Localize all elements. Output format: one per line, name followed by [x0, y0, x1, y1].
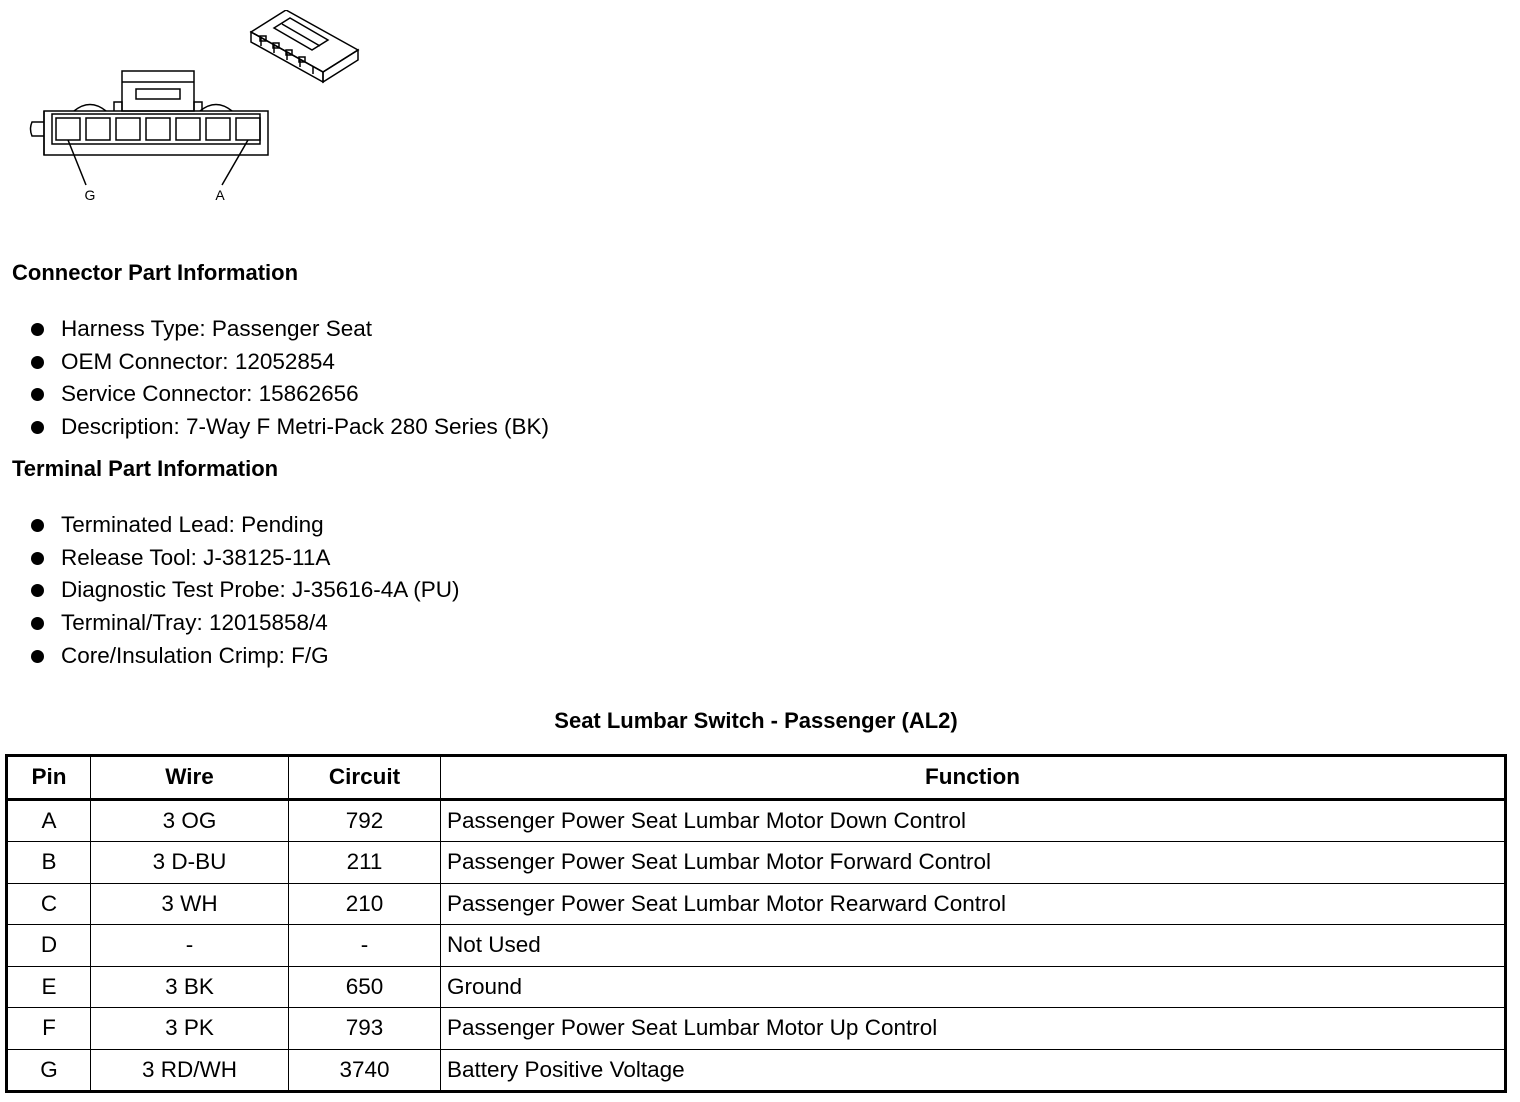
table-row	[7, 883, 1506, 925]
list-item	[28, 378, 549, 411]
bullet-icon	[31, 519, 44, 532]
table-row	[7, 966, 1506, 1008]
bullet-icon	[31, 650, 44, 663]
column-header-circuit: Circuit	[289, 756, 441, 800]
pin-cell: E	[7, 966, 91, 1008]
terminal-part-info-list	[28, 509, 460, 672]
list-item-text: Service Connector: 15862656	[61, 381, 359, 407]
terminal-part-info-heading: Terminal Part Information	[12, 456, 279, 481]
table-header-row	[7, 756, 1506, 800]
function-cell: Passenger Power Seat Lumbar Motor Rearward Control	[441, 883, 1506, 925]
bullet-icon	[31, 617, 44, 630]
list-item-text: Core/Insulation Crimp: F/G	[61, 642, 329, 668]
circuit-cell: 3740	[289, 1049, 441, 1092]
column-header-pin: Pin	[7, 756, 91, 800]
list-item	[28, 313, 549, 346]
bullet-icon	[31, 552, 44, 565]
wire-cell: 3 OG	[91, 799, 289, 842]
pin-cell: G	[7, 1049, 91, 1092]
list-item-text: Terminated Lead: Pending	[61, 512, 324, 537]
pin-cell: C	[7, 883, 91, 925]
list-item	[28, 542, 460, 575]
connector-part-info-heading: Connector Part Information	[12, 260, 299, 285]
column-header-wire: Wire	[91, 756, 289, 800]
connector-face-diagram	[24, 10, 374, 210]
circuit-cell: 650	[289, 966, 441, 1008]
list-item-text: OEM Connector: 12052854	[61, 348, 335, 374]
list-item	[28, 509, 460, 542]
list-item	[28, 574, 460, 607]
wire-cell: 3 RD/WH	[91, 1049, 289, 1092]
circuit-cell: 211	[289, 842, 441, 884]
table-row	[7, 799, 1506, 842]
list-item-text: Diagnostic Test Probe: J-35616-4A (PU)	[61, 577, 460, 603]
wire-cell: 3 D-BU	[91, 842, 289, 884]
pin-table	[5, 754, 1507, 1093]
pin-cell: F	[7, 1008, 91, 1050]
table-row	[7, 842, 1506, 884]
wire-cell: 3 WH	[91, 883, 289, 925]
bullet-icon	[31, 388, 44, 401]
bullet-icon	[31, 356, 44, 369]
function-cell: Passenger Power Seat Lumbar Motor Forward Control	[441, 842, 1506, 884]
bullet-icon	[31, 584, 44, 597]
wire-cell: 3 BK	[91, 966, 289, 1008]
list-item	[28, 346, 549, 379]
pin-cell: D	[7, 925, 91, 967]
list-item-text: Description: 7-Way F Metri-Pack 280 Series (BK)	[61, 414, 550, 440]
pin-cell: A	[7, 799, 91, 842]
bullet-icon	[31, 323, 44, 336]
circuit-cell: 792	[289, 799, 441, 842]
list-item	[28, 640, 460, 673]
function-cell: Passenger Power Seat Lumbar Motor Up Control	[441, 1008, 1506, 1050]
list-item	[28, 607, 460, 640]
wire-cell: -	[91, 925, 289, 967]
connector-face-view	[31, 71, 269, 185]
pin-table-title: Seat Lumbar Switch - Passenger (AL2)	[554, 708, 958, 733]
function-cell: Not Used	[441, 925, 1506, 967]
function-cell: Battery Positive Voltage	[441, 1049, 1506, 1092]
circuit-cell: 793	[289, 1008, 441, 1050]
wire-cell: 3 PK	[91, 1008, 289, 1050]
pin-label-a: A	[215, 187, 225, 203]
table-row	[7, 1008, 1506, 1050]
circuit-cell: 210	[289, 883, 441, 925]
pin-label-g: G	[84, 187, 96, 203]
list-item-text: Release Tool: J-38125-11A	[61, 544, 331, 570]
table-row	[7, 1049, 1506, 1092]
pin-cell: B	[7, 842, 91, 884]
table-row	[7, 925, 1506, 967]
circuit-cell: -	[289, 925, 441, 967]
connector-isometric-view	[251, 10, 358, 82]
bullet-icon	[31, 421, 44, 434]
list-item	[28, 411, 549, 444]
column-header-function: Function	[441, 756, 1506, 800]
function-cell: Ground	[441, 966, 1506, 1008]
list-item-text: Harness Type: Passenger Seat	[61, 316, 373, 341]
function-cell: Passenger Power Seat Lumbar Motor Down Control	[441, 799, 1506, 842]
connector-part-info-list	[28, 313, 549, 444]
list-item-text: Terminal/Tray: 12015858/4	[61, 610, 328, 636]
